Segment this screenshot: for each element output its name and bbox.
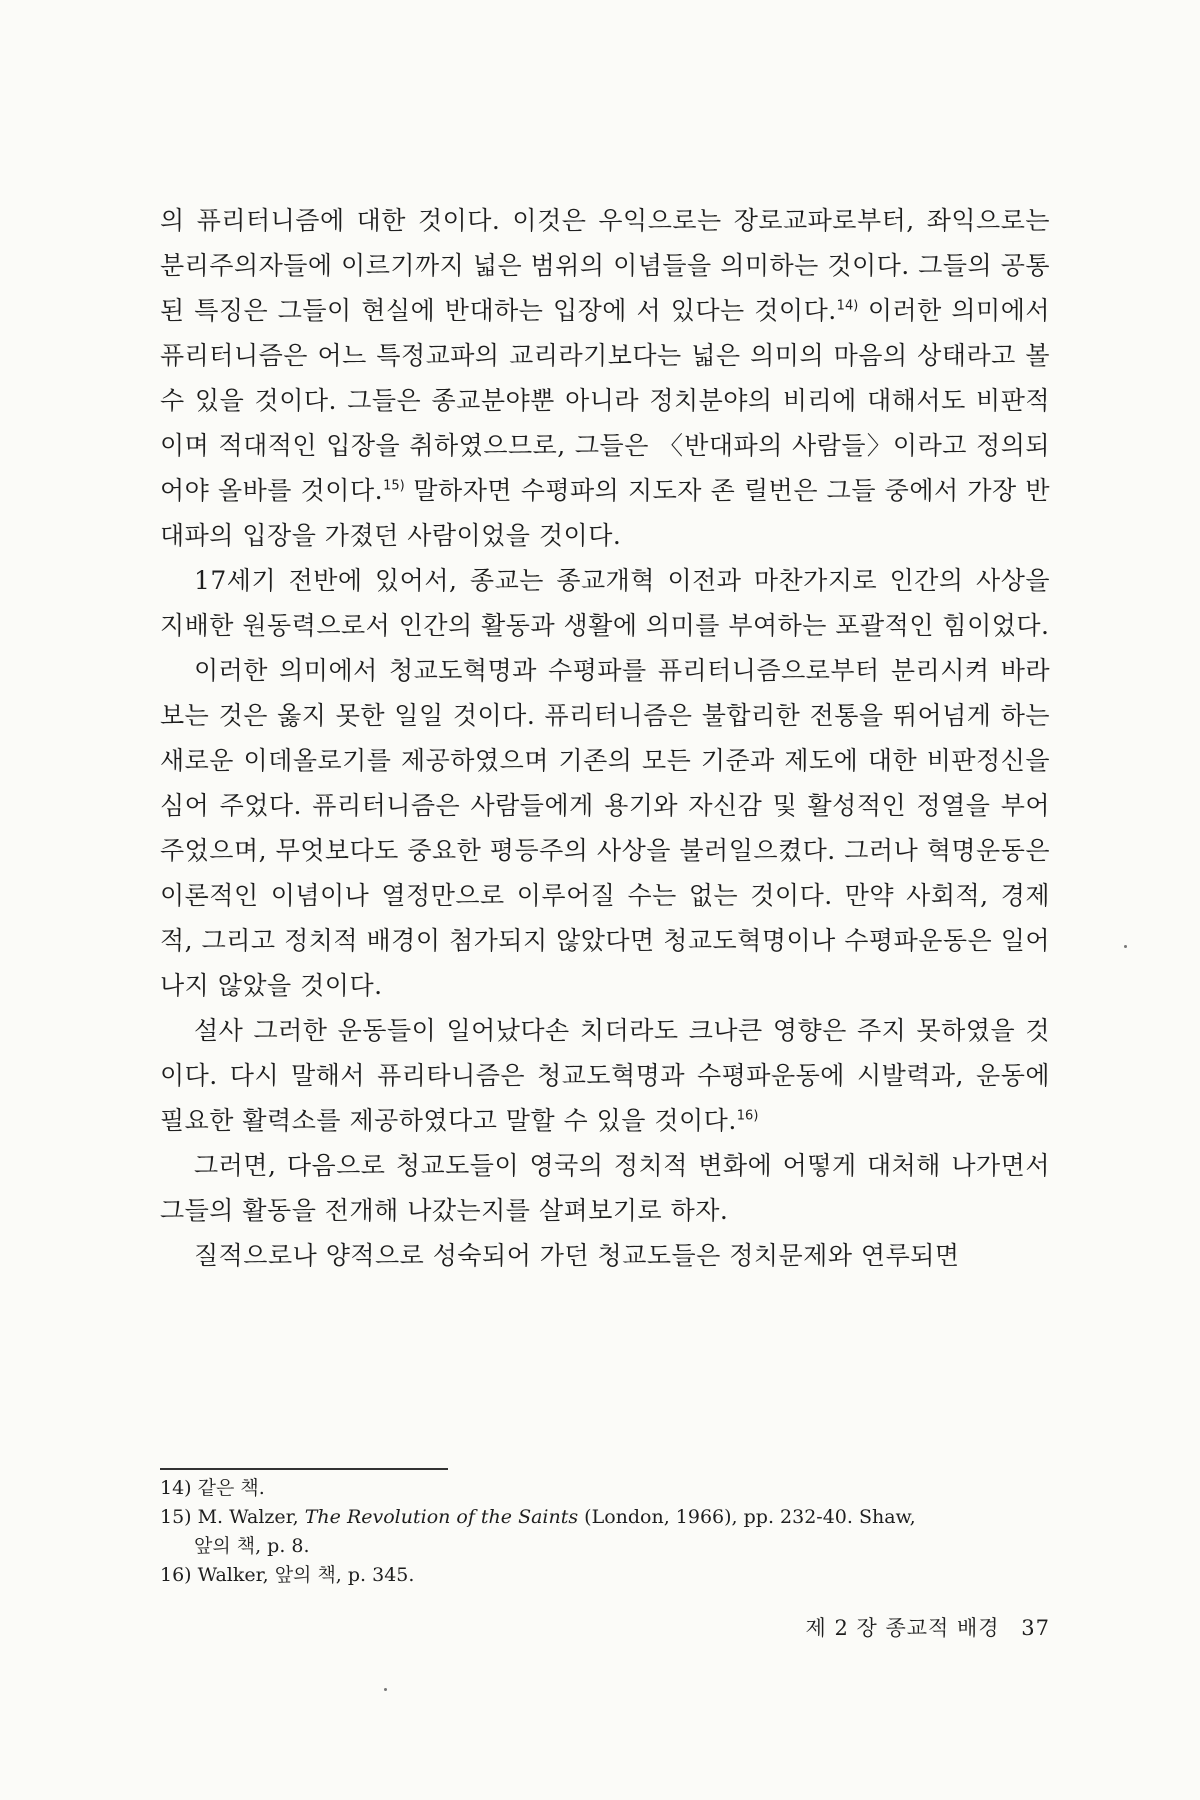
body-text [160,198,1050,1278]
footnote-text: 앞의 책, p. 8. [194,1535,310,1557]
paragraph-text: 이러한 의미에서 퓨리터니즘은 어느 특정교파의 교리라기보다는 넓은 의미의 마음의 상태라고 볼 수 있을 것이다. 그들은 종교분야뿐 아니라 정치분야의 비리에 대해서도 비판적이며 적대적인 입장을 취하였으므로, 그들은 〈반대파의 사람들〉이라고 정의되어야 올바를 것이다. [160,296,1051,505]
paragraph [160,1008,1050,1143]
paragraph [160,1143,1050,1233]
footnote [160,1561,1050,1590]
footnote-text: M. Walzer, [197,1506,305,1528]
footnote-book-title: The Revolution of the Saints [304,1506,579,1528]
footnote [160,1474,1050,1503]
footnote-text: (London, 1966), pp. 232-40. Shaw, [578,1506,916,1528]
scan-speck [1124,945,1127,948]
footnotes [160,1474,1050,1590]
paragraph-text: 의 퓨리터니즘에 대한 것이다. 이것은 우익으로는 장로교파로부터, 좌익으로는 분리주의자들에 이르기까지 넓은 범위의 이념들을 의미하는 것이다. 그들의 공통된 특징은 그들이 현실에 반대하는 입장에 서 있다는 것이다. [160,206,1050,325]
footnote-number: 15) [160,1506,192,1528]
paragraph [160,558,1050,648]
footnote-ref: 14) [836,298,859,314]
paragraph-text: 그러면, 다음으로 청교도들이 영국의 정치적 변화에 어떻게 대처해 나가면서 그들의 활동을 전개해 나갔는지를 살펴보기로 하자. [160,1151,1050,1225]
running-head: 제 2 장 종교적 배경 [805,1616,1000,1640]
footnote-text: Walker, 앞의 책, p. 345. [197,1564,415,1586]
paragraph-text: 질적으로나 양적으로 성숙되어 가던 청교도들은 정치문제와 연루되면 [194,1241,960,1270]
footnote [160,1503,1050,1561]
paragraph-text: 말하자면 수평파의 지도자 존 릴번은 그들 중에서 가장 반대파의 입장을 가졌던 사람이었을 것이다. [160,476,1050,550]
paragraph [160,1233,1050,1278]
page-number: 37 [1021,1616,1050,1640]
paragraph-text: 이러한 의미에서 청교도혁명과 수평파를 퓨리터니즘으로부터 분리시켜 바라보는 것은 옳지 못한 일일 것이다. 퓨리터니즘은 불합리한 전통을 뛰어넘게 하는 새로운 이데올로기를 제공하였으며 기존의 모든 기준과 제도에 대한 비판정신을 심어 주었다. 퓨리터니즘은 사람들에게 용기와 자신감 및 활성적인 정열을 부어 주었으며, 무엇보다도 중요한 평등주의 사상을 불러일으켰다. 그러나 혁명운동은 이론적인 이념이나 열정만으로 이루어질 수는 없는 것이다. 만약 사회적, 경제적, 그리고 정치적 배경이 첨가되지 않았다면 청교도혁명이나 수평파운동은 일어나지 않았을 것이다. [160,656,1050,1000]
footnote-ref: 16) [736,1108,759,1124]
paragraph-text: 17세기 전반에 있어서, 종교는 종교개혁 이전과 마찬가지로 인간의 사상을 지배한 원동력으로서 인간의 활동과 생활에 의미를 부여하는 포괄적인 힘이었다. [160,566,1050,640]
paragraph [160,198,1050,558]
footnote-ref: 15) [383,478,405,494]
footnote-rule [160,1468,448,1470]
footnote-text: 같은 책. [197,1477,265,1499]
footnote-number: 16) [160,1564,192,1586]
paragraph [160,648,1050,1008]
paragraph-text: 설사 그러한 운동들이 일어났다손 치더라도 크나큰 영향은 주지 못하였을 것이다. 다시 말해서 퓨리타니즘은 청교도혁명과 수평파운동에 시발력과, 운동에 필요한 활력소를 제공하였다고 말할 수 있을 것이다. [160,1016,1050,1135]
page-footer [770,1612,1050,1642]
scan-speck [384,1688,387,1691]
footnote-number: 14) [160,1477,192,1499]
